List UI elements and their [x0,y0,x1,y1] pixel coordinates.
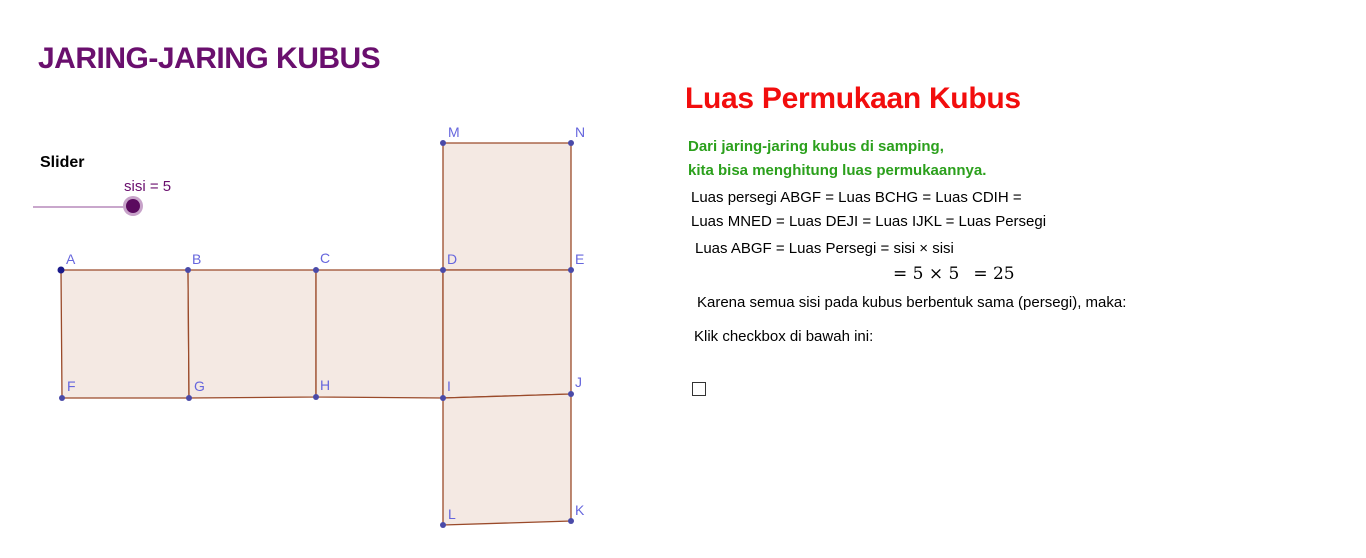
vertex-point-d[interactable] [440,267,446,273]
vertex-label-k: K [575,502,585,518]
vertex-point-b[interactable] [185,267,191,273]
vertex-label-l: L [448,506,456,522]
vertex-label-c: C [320,250,331,266]
vertex-point-k[interactable] [568,518,574,524]
vertex-label-j: J [575,374,582,390]
vertex-label-h: H [320,377,331,393]
cube-net-faces [61,143,571,525]
vertex-point-e[interactable] [568,267,574,273]
vertex-label-i: I [447,378,451,394]
equation-line-3: Luas ABGF = Luas Persegi = sisi × sisi [695,240,954,257]
vertex-label-a: A [66,251,76,267]
face-cdih [316,270,443,398]
face-ijkl [443,394,571,525]
intro-line-2: kita bisa menghitung luas permukaannya. [688,162,987,179]
vertex-point-n[interactable] [568,140,574,146]
vertex-point-i[interactable] [440,395,446,401]
vertex-point-j[interactable] [568,391,574,397]
intro-line-1: Dari jaring-jaring kubus di samping, [688,138,944,155]
face-mned [443,143,571,270]
vertex-label-e: E [575,251,585,267]
equation-product: = 5 × 5 [893,264,960,284]
vertex-label-m: M [448,124,460,140]
checkbox-instruction: Klik checkbox di bawah ini: [694,328,874,345]
vertex-point-c[interactable] [313,267,319,273]
vertex-point-g[interactable] [186,395,192,401]
vertex-point-m[interactable] [440,140,446,146]
slider-label: Slider [40,154,85,171]
vertex-point-l[interactable] [440,522,446,528]
vertex-point-h[interactable] [313,394,319,400]
vertex-label-b: B [192,251,202,267]
equation-result: = 25 [973,264,1015,284]
equation-line-2: Luas MNED = Luas DEJI = Luas IJKL = Luas Persegi [691,213,1047,230]
vertex-point-a[interactable] [58,267,65,274]
vertex-label-f: F [67,378,76,394]
page-title: JARING-JARING KUBUS [38,42,381,75]
equation-line-4 [893,264,1015,284]
conclusion-text: Karena semua sisi pada kubus berbentuk sama (persegi), maka: [697,294,1127,311]
vertex-point-f[interactable] [59,395,65,401]
face-abgf [61,270,189,398]
face-bchg [188,270,316,398]
vertex-label-d: D [447,251,458,267]
equation-line-1: Luas persegi ABGF = Luas BCHG = Luas CDIH = [691,189,1022,206]
face-deji [443,270,571,398]
vertex-label-n: N [575,124,586,140]
show-result-checkbox[interactable] [692,382,706,396]
cube-net-canvas [0,0,660,558]
section-title: Luas Permukaan Kubus [685,82,1021,115]
vertex-label-g: G [194,378,205,394]
slider-value-label: sisi = 5 [124,178,172,195]
